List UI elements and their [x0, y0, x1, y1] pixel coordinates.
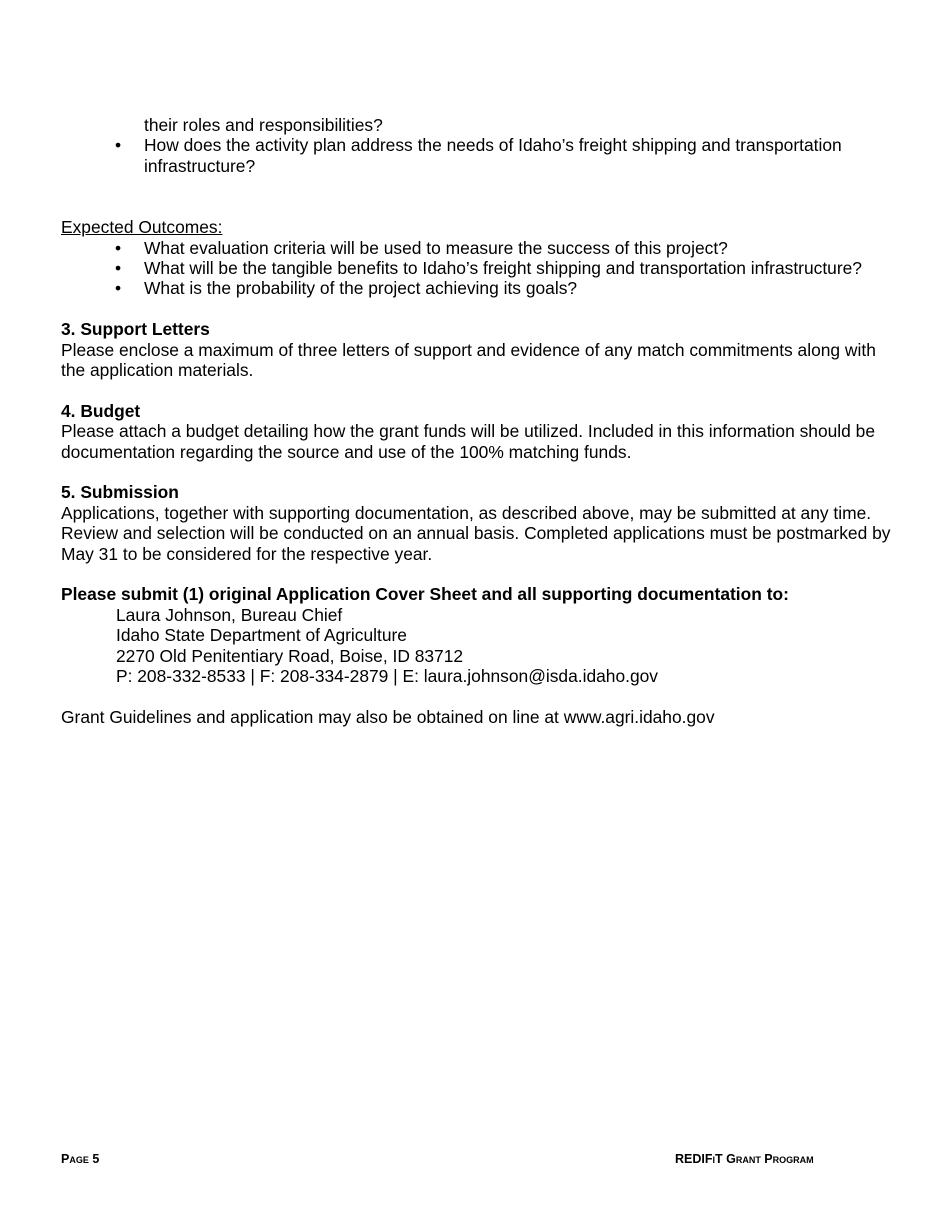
list-item-text: How does the activity plan address the needs of Idaho’s freight shipping and transportation infrastructure?: [144, 135, 842, 176]
activity-plan-list: [61, 135, 901, 176]
spacer: [61, 380, 901, 400]
section-heading: 5. Submission: [61, 482, 179, 503]
list-item-text: What will be the tangible benefits to Idaho’s freight shipping and transportation infrastructure?: [144, 258, 862, 279]
section-heading: 4. Budget: [61, 400, 141, 421]
list-item: [61, 278, 901, 298]
section-support-letters: [61, 319, 901, 380]
contact-line: P: 208-332-8533 | F: 208-334-2879 | E: laura.johnson@isda.idaho.gov: [116, 666, 659, 687]
list-item-text: What is the probability of the project achieving its goals?: [144, 278, 578, 299]
address-line: Laura Johnson, Bureau Chief: [116, 604, 343, 625]
expected-outcomes-list: [61, 238, 901, 299]
page-content: [61, 115, 901, 727]
address-line: Idaho State Department of Agriculture: [116, 625, 407, 646]
spacer: [61, 462, 901, 482]
spacer: [61, 299, 901, 319]
section-heading: 3. Support Letters: [61, 319, 210, 340]
section-body: Please attach a budget detailing how the grant funds will be utilized. Included in this information should be documentation regarding the source and use of the 100% matching funds.: [61, 421, 876, 462]
list-item-text: What evaluation criteria will be used to measure the success of this project?: [144, 237, 728, 258]
list-continuation: their roles and responsibilities?: [144, 115, 383, 135]
spacer: [61, 176, 901, 217]
section-budget: [61, 401, 901, 462]
footer-program-name: REDIFiT Grant Program: [675, 1152, 814, 1166]
bullet-icon: •: [115, 258, 122, 279]
bullet-icon: •: [115, 135, 122, 156]
spacer: [61, 564, 901, 584]
section-body: Please enclose a maximum of three letters of support and evidence of any match commitments along with the application materials.: [61, 339, 876, 381]
list-item: [61, 238, 901, 258]
address-line: 2270 Old Penitentiary Road, Boise, ID 83712: [116, 645, 464, 666]
section-submission: [61, 482, 901, 564]
list-item: [61, 135, 901, 176]
spacer: [61, 687, 901, 707]
list-item: [61, 258, 901, 278]
section-body: Applications, together with supporting documentation, as described above, may be submitted at any time. Review and selection will be conducted on an annual basis. Completed applications must be postmarked by May 31 to be considered for the respective year.: [61, 502, 891, 564]
footer-page-number: Page 5: [61, 1152, 100, 1166]
bullet-icon: •: [115, 278, 122, 299]
expected-outcomes-label: Expected Outcomes:: [61, 217, 223, 238]
submit-heading: Please submit (1) original Application Cover Sheet and all supporting documentation to:: [61, 584, 789, 605]
closing-note: Grant Guidelines and application may also be obtained on line at www.agri.idaho.gov: [61, 706, 715, 727]
bullet-icon: •: [115, 237, 122, 258]
mailing-address: [61, 605, 901, 687]
